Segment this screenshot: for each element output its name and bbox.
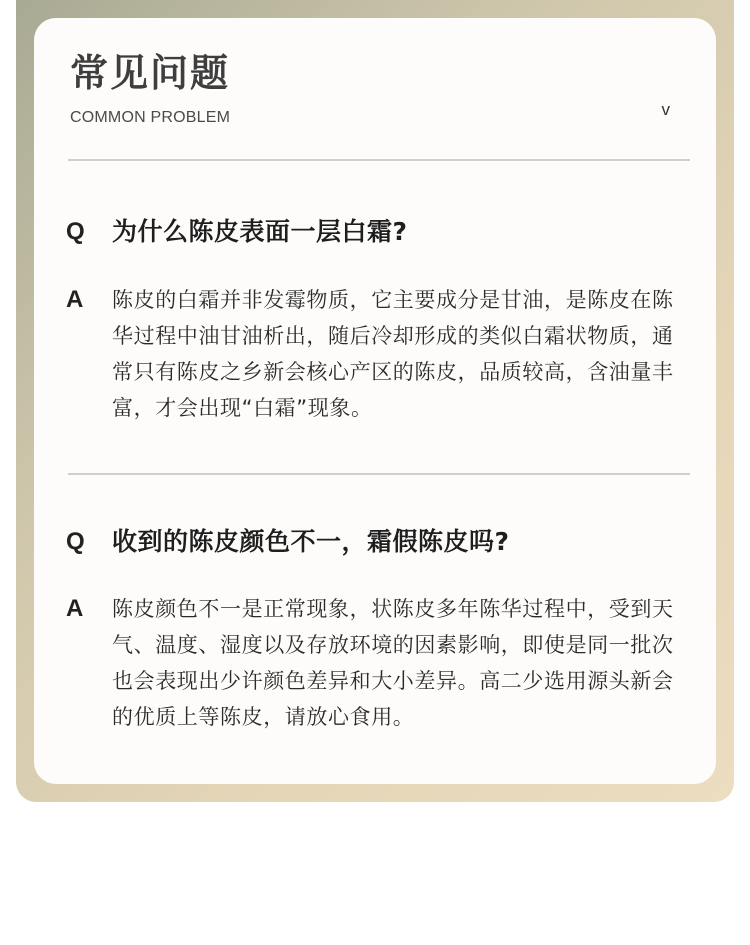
- faq-question-2: [66, 524, 666, 564]
- page-subtitle: COMMON PROBLEM: [70, 109, 231, 126]
- divider-top: [68, 159, 690, 161]
- page-title: 常见问题: [70, 50, 231, 95]
- divider-middle: [68, 473, 690, 475]
- question-text: 为什么陈皮表面一层白霜?: [112, 217, 408, 246]
- faq-question-1: [66, 214, 666, 254]
- q-letter: Q: [66, 528, 85, 555]
- question-text: 收到的陈皮颜色不一，霜假陈皮吗?: [112, 527, 510, 556]
- collapse-toggle-icon[interactable]: v: [661, 100, 670, 119]
- a-letter: A: [66, 286, 84, 313]
- answer-text: 陈皮的白霜并非发霉物质，它主要成分是甘油，是陈皮在陈华过程中油甘油析出，随后冷却形成的类似白霜状物质，通常只有陈皮之乡新会核心产区的陈皮，品质较高，含油量丰富，才会出现“白霜”现象。: [112, 288, 674, 420]
- faq-answer-2: [66, 591, 674, 741]
- answer-text: 陈皮颜色不一是正常现象，状陈皮多年陈华过程中，受到天气、温度、湿度以及存放环境的因素影响，即使是同一批次也会表现出少许颜色差异和大小差异。高二少选用源头新会的优质上等陈皮，请放心食用。: [112, 597, 674, 729]
- a-letter: A: [66, 595, 84, 622]
- faq-answer-1: [66, 282, 674, 432]
- faq-card: [34, 18, 716, 784]
- q-letter: Q: [66, 218, 85, 245]
